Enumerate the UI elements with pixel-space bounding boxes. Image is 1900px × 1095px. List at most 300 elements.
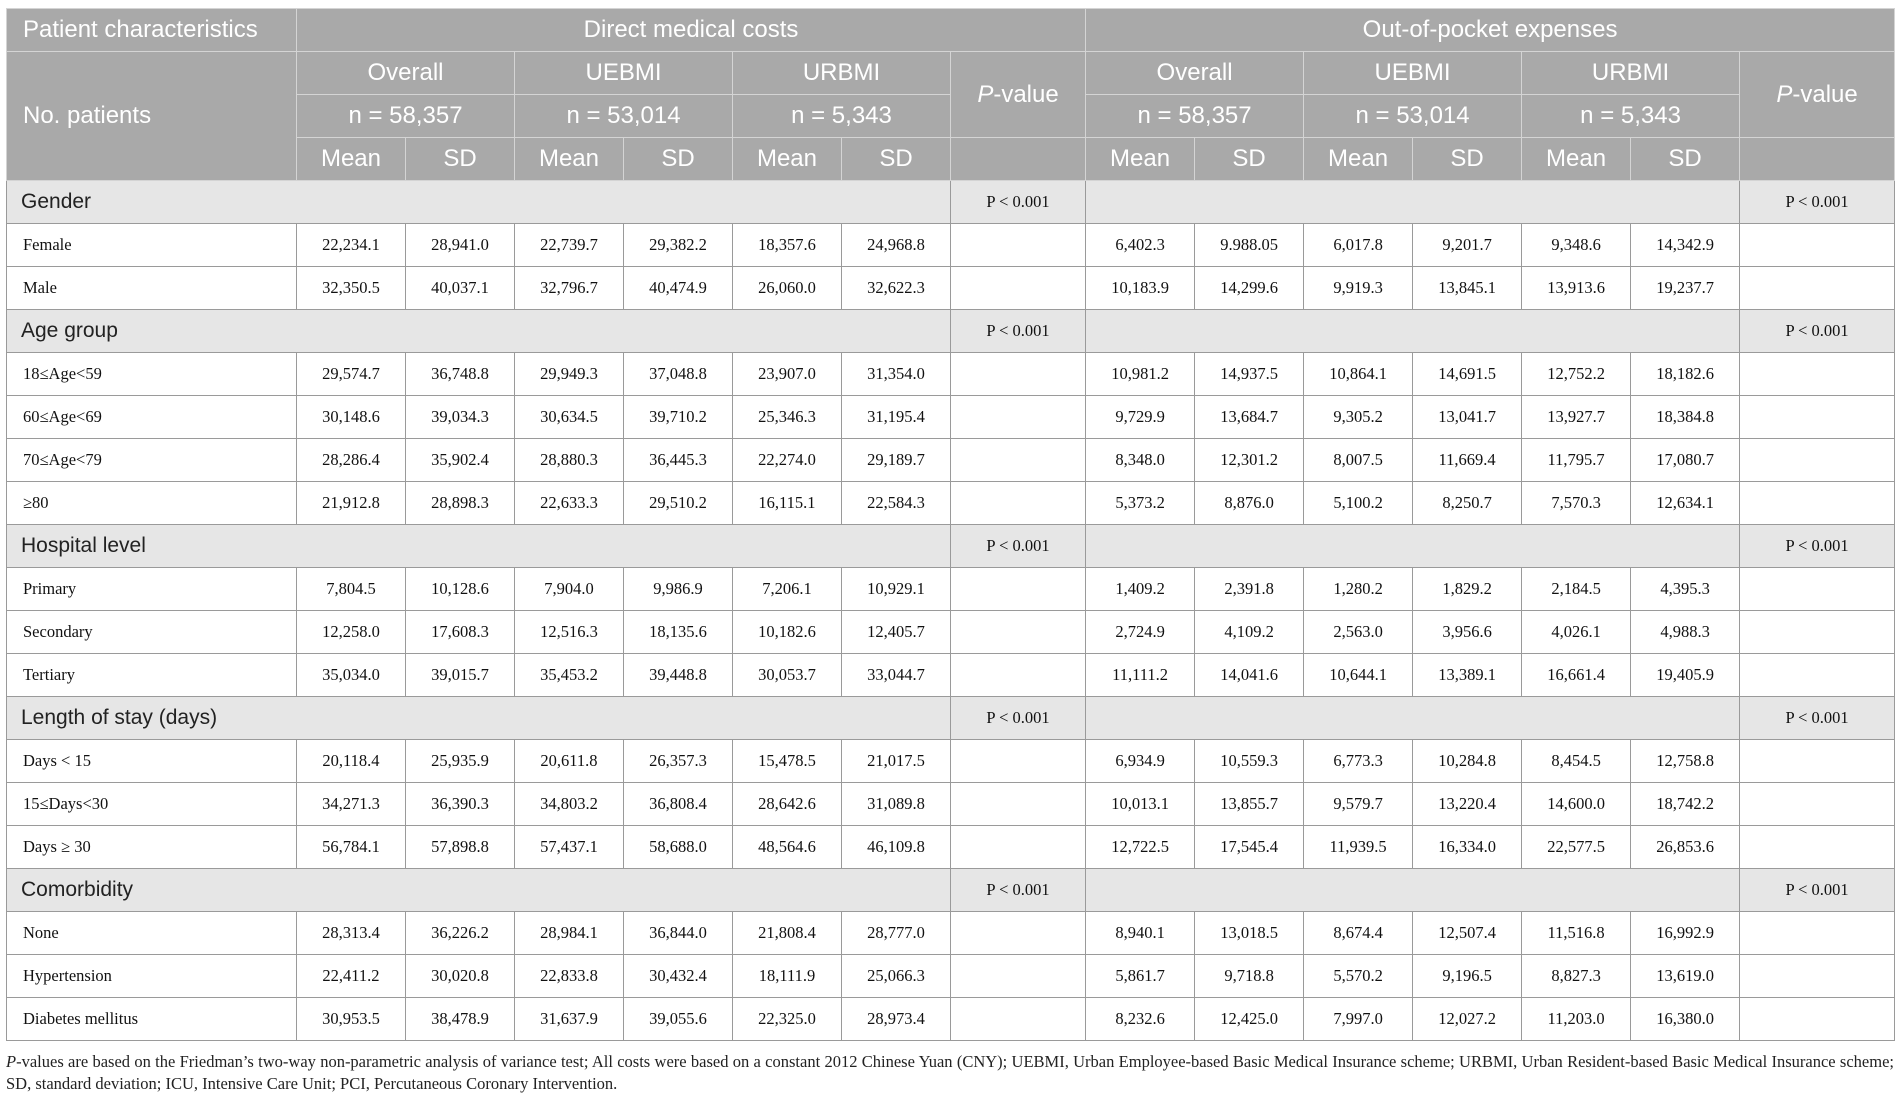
header-oop-n-overall: n = 58,357 — [1086, 95, 1304, 138]
header-sd: SD — [624, 138, 733, 181]
oop-pvalue-cell — [1740, 955, 1895, 998]
oop-sd-cell: 18,384.8 — [1631, 396, 1740, 439]
header-direct-uebmi: UEBMI — [515, 52, 733, 95]
oop-sd-cell: 12,758.8 — [1631, 740, 1740, 783]
oop-sd-cell: 11,669.4 — [1413, 439, 1522, 482]
row-label: 18≤Age<59 — [7, 353, 297, 396]
section-label: Gender — [7, 181, 951, 224]
section-label: Age group — [7, 310, 951, 353]
direct-mean-cell: 30,148.6 — [297, 396, 406, 439]
oop-sd-cell: 13,041.7 — [1413, 396, 1522, 439]
table-footnote — [6, 1051, 1894, 1095]
oop-mean-cell: 10,864.1 — [1304, 353, 1413, 396]
direct-mean-cell: 22,739.7 — [515, 224, 624, 267]
row-label: 15≤Days<30 — [7, 783, 297, 826]
header-pvalue-spacer — [951, 138, 1086, 181]
oop-sd-cell: 14,937.5 — [1195, 353, 1304, 396]
direct-mean-cell: 35,034.0 — [297, 654, 406, 697]
table-row — [7, 998, 1895, 1041]
direct-pvalue-cell — [951, 439, 1086, 482]
direct-mean-cell: 31,637.9 — [515, 998, 624, 1041]
direct-sd-cell: 39,015.7 — [406, 654, 515, 697]
table-row — [7, 439, 1895, 482]
direct-mean-cell: 28,286.4 — [297, 439, 406, 482]
direct-sd-cell: 26,357.3 — [624, 740, 733, 783]
header-direct-urbmi: URBMI — [733, 52, 951, 95]
oop-sd-cell: 26,853.6 — [1631, 826, 1740, 869]
header-out-of-pocket: Out-of-pocket expenses — [1086, 9, 1895, 52]
table-row — [7, 740, 1895, 783]
table-row — [7, 955, 1895, 998]
header-sd: SD — [842, 138, 951, 181]
row-label: Female — [7, 224, 297, 267]
oop-mean-cell: 11,795.7 — [1522, 439, 1631, 482]
oop-mean-cell: 1,280.2 — [1304, 568, 1413, 611]
oop-mean-cell: 12,722.5 — [1086, 826, 1195, 869]
oop-sd-cell: 13,389.1 — [1413, 654, 1522, 697]
direct-pvalue-cell — [951, 912, 1086, 955]
oop-mean-cell: 8,827.3 — [1522, 955, 1631, 998]
oop-pvalue-cell — [1740, 396, 1895, 439]
oop-sd-cell: 17,080.7 — [1631, 439, 1740, 482]
oop-sd-cell: 10,284.8 — [1413, 740, 1522, 783]
oop-sd-cell: 16,992.9 — [1631, 912, 1740, 955]
direct-mean-cell: 7,206.1 — [733, 568, 842, 611]
direct-mean-cell: 34,271.3 — [297, 783, 406, 826]
oop-sd-cell: 9,201.7 — [1413, 224, 1522, 267]
oop-mean-cell: 10,183.9 — [1086, 267, 1195, 310]
direct-sd-cell: 36,844.0 — [624, 912, 733, 955]
row-label: Tertiary — [7, 654, 297, 697]
direct-sd-cell: 32,622.3 — [842, 267, 951, 310]
row-label: ≥80 — [7, 482, 297, 525]
oop-sd-cell: 17,545.4 — [1195, 826, 1304, 869]
direct-sd-cell: 36,808.4 — [624, 783, 733, 826]
oop-mean-cell: 9,579.7 — [1304, 783, 1413, 826]
section-pvalue-oop: P < 0.001 — [1740, 525, 1895, 568]
section-spacer — [1086, 310, 1740, 353]
direct-mean-cell: 16,115.1 — [733, 482, 842, 525]
direct-sd-cell: 29,382.2 — [624, 224, 733, 267]
table-figure — [6, 8, 1894, 1095]
oop-sd-cell: 16,334.0 — [1413, 826, 1522, 869]
oop-sd-cell: 10,559.3 — [1195, 740, 1304, 783]
oop-mean-cell: 6,402.3 — [1086, 224, 1195, 267]
header-oop-n-urbmi: n = 5,343 — [1522, 95, 1740, 138]
oop-mean-cell: 8,232.6 — [1086, 998, 1195, 1041]
oop-sd-cell: 12,425.0 — [1195, 998, 1304, 1041]
oop-pvalue-cell — [1740, 439, 1895, 482]
section-row — [7, 869, 1895, 912]
oop-sd-cell: 1,829.2 — [1413, 568, 1522, 611]
oop-pvalue-cell — [1740, 783, 1895, 826]
oop-mean-cell: 8,007.5 — [1304, 439, 1413, 482]
table-row — [7, 783, 1895, 826]
direct-mean-cell: 22,411.2 — [297, 955, 406, 998]
section-row — [7, 697, 1895, 740]
direct-sd-cell: 9,986.9 — [624, 568, 733, 611]
direct-mean-cell: 57,437.1 — [515, 826, 624, 869]
pvalue-p: P — [1776, 80, 1793, 108]
section-row — [7, 310, 1895, 353]
direct-sd-cell: 18,135.6 — [624, 611, 733, 654]
table-row — [7, 654, 1895, 697]
section-pvalue-direct: P < 0.001 — [951, 181, 1086, 224]
oop-mean-cell: 13,927.7 — [1522, 396, 1631, 439]
oop-sd-cell: 14,299.6 — [1195, 267, 1304, 310]
direct-pvalue-cell — [951, 783, 1086, 826]
oop-mean-cell: 10,644.1 — [1304, 654, 1413, 697]
row-label: None — [7, 912, 297, 955]
direct-mean-cell: 32,796.7 — [515, 267, 624, 310]
oop-sd-cell: 19,237.7 — [1631, 267, 1740, 310]
oop-mean-cell: 2,184.5 — [1522, 568, 1631, 611]
direct-mean-cell: 7,904.0 — [515, 568, 624, 611]
oop-sd-cell: 9,196.5 — [1413, 955, 1522, 998]
direct-sd-cell: 22,584.3 — [842, 482, 951, 525]
direct-pvalue-cell — [951, 224, 1086, 267]
section-pvalue-oop: P < 0.001 — [1740, 697, 1895, 740]
oop-sd-cell: 2,391.8 — [1195, 568, 1304, 611]
oop-mean-cell: 11,516.8 — [1522, 912, 1631, 955]
footnote-text: -values are based on the Friedman’s two-way non-parametric analysis of variance test; All costs were based on a constant 2012 Chinese Yuan (CNY); UEBMI, Urban Employee-based Basic Medical Insurance scheme; URBMI, Urban Resident-based Basic Medical Insurance scheme; SD, standard deviation; ICU, Intensive Care Unit; PCI, Percutaneous Coronary Intervention. — [6, 1052, 1894, 1093]
header-pvalue-spacer — [1740, 138, 1895, 181]
table-header — [7, 9, 1895, 181]
header-no-patients: No. patients — [7, 52, 297, 181]
direct-mean-cell: 28,642.6 — [733, 783, 842, 826]
direct-sd-cell: 35,902.4 — [406, 439, 515, 482]
direct-sd-cell: 36,445.3 — [624, 439, 733, 482]
oop-mean-cell: 4,026.1 — [1522, 611, 1631, 654]
oop-pvalue-cell — [1740, 912, 1895, 955]
oop-mean-cell: 12,752.2 — [1522, 353, 1631, 396]
pvalue-rest: -value — [993, 80, 1059, 108]
direct-sd-cell: 39,710.2 — [624, 396, 733, 439]
oop-mean-cell: 11,203.0 — [1522, 998, 1631, 1041]
row-label: Primary — [7, 568, 297, 611]
oop-mean-cell: 7,997.0 — [1304, 998, 1413, 1041]
direct-mean-cell: 20,611.8 — [515, 740, 624, 783]
oop-sd-cell: 18,182.6 — [1631, 353, 1740, 396]
section-label: Hospital level — [7, 525, 951, 568]
table-row — [7, 224, 1895, 267]
row-label: Days < 15 — [7, 740, 297, 783]
direct-mean-cell: 35,453.2 — [515, 654, 624, 697]
section-pvalue-oop: P < 0.001 — [1740, 869, 1895, 912]
direct-mean-cell: 56,784.1 — [297, 826, 406, 869]
header-oop-urbmi: URBMI — [1522, 52, 1740, 95]
direct-mean-cell: 22,274.0 — [733, 439, 842, 482]
direct-sd-cell: 37,048.8 — [624, 353, 733, 396]
oop-mean-cell: 9,348.6 — [1522, 224, 1631, 267]
direct-sd-cell: 17,608.3 — [406, 611, 515, 654]
header-patient-characteristics: Patient characteristics — [7, 9, 297, 52]
section-pvalue-direct: P < 0.001 — [951, 697, 1086, 740]
section-pvalue-direct: P < 0.001 — [951, 525, 1086, 568]
oop-sd-cell: 13,220.4 — [1413, 783, 1522, 826]
header-mean: Mean — [1086, 138, 1195, 181]
oop-sd-cell: 13,619.0 — [1631, 955, 1740, 998]
oop-mean-cell: 6,773.3 — [1304, 740, 1413, 783]
direct-mean-cell: 48,564.6 — [733, 826, 842, 869]
direct-pvalue-cell — [951, 740, 1086, 783]
oop-sd-cell: 9,718.8 — [1195, 955, 1304, 998]
direct-sd-cell: 30,020.8 — [406, 955, 515, 998]
header-sd: SD — [406, 138, 515, 181]
oop-sd-cell: 12,634.1 — [1631, 482, 1740, 525]
section-pvalue-oop: P < 0.001 — [1740, 310, 1895, 353]
oop-mean-cell: 2,724.9 — [1086, 611, 1195, 654]
oop-mean-cell: 10,981.2 — [1086, 353, 1195, 396]
direct-sd-cell: 31,195.4 — [842, 396, 951, 439]
direct-sd-cell: 24,968.8 — [842, 224, 951, 267]
oop-sd-cell: 12,027.2 — [1413, 998, 1522, 1041]
oop-mean-cell: 16,661.4 — [1522, 654, 1631, 697]
direct-mean-cell: 28,880.3 — [515, 439, 624, 482]
oop-sd-cell: 12,507.4 — [1413, 912, 1522, 955]
row-label: Male — [7, 267, 297, 310]
oop-mean-cell: 9,919.3 — [1304, 267, 1413, 310]
direct-mean-cell: 34,803.2 — [515, 783, 624, 826]
header-mean: Mean — [515, 138, 624, 181]
oop-sd-cell: 4,988.3 — [1631, 611, 1740, 654]
direct-sd-cell: 25,935.9 — [406, 740, 515, 783]
oop-sd-cell: 18,742.2 — [1631, 783, 1740, 826]
section-spacer — [1086, 525, 1740, 568]
oop-pvalue-cell — [1740, 998, 1895, 1041]
direct-pvalue-cell — [951, 998, 1086, 1041]
pvalue-rest: -value — [1792, 80, 1858, 108]
footnote-p: P — [6, 1052, 17, 1071]
direct-mean-cell: 10,182.6 — [733, 611, 842, 654]
direct-mean-cell: 25,346.3 — [733, 396, 842, 439]
row-label: 70≤Age<79 — [7, 439, 297, 482]
direct-sd-cell: 25,066.3 — [842, 955, 951, 998]
direct-mean-cell: 26,060.0 — [733, 267, 842, 310]
direct-mean-cell: 22,633.3 — [515, 482, 624, 525]
oop-mean-cell: 5,570.2 — [1304, 955, 1413, 998]
table-row — [7, 353, 1895, 396]
direct-mean-cell: 15,478.5 — [733, 740, 842, 783]
section-spacer — [1086, 697, 1740, 740]
direct-sd-cell: 31,089.8 — [842, 783, 951, 826]
section-row — [7, 181, 1895, 224]
oop-sd-cell: 14,691.5 — [1413, 353, 1522, 396]
table-row — [7, 568, 1895, 611]
row-label: Days ≥ 30 — [7, 826, 297, 869]
oop-sd-cell: 8,876.0 — [1195, 482, 1304, 525]
direct-sd-cell: 28,898.3 — [406, 482, 515, 525]
oop-mean-cell: 11,939.5 — [1304, 826, 1413, 869]
oop-mean-cell: 9,729.9 — [1086, 396, 1195, 439]
header-oop-overall: Overall — [1086, 52, 1304, 95]
section-pvalue-direct: P < 0.001 — [951, 310, 1086, 353]
row-label: Diabetes mellitus — [7, 998, 297, 1041]
header-mean: Mean — [1304, 138, 1413, 181]
table-row — [7, 611, 1895, 654]
table-row — [7, 912, 1895, 955]
direct-pvalue-cell — [951, 611, 1086, 654]
oop-mean-cell: 9,305.2 — [1304, 396, 1413, 439]
table-row — [7, 267, 1895, 310]
header-sd: SD — [1631, 138, 1740, 181]
direct-pvalue-cell — [951, 267, 1086, 310]
oop-mean-cell: 6,934.9 — [1086, 740, 1195, 783]
section-spacer — [1086, 181, 1740, 224]
oop-pvalue-cell — [1740, 568, 1895, 611]
table-row — [7, 482, 1895, 525]
oop-pvalue-cell — [1740, 267, 1895, 310]
direct-pvalue-cell — [951, 353, 1086, 396]
direct-sd-cell: 40,474.9 — [624, 267, 733, 310]
oop-mean-cell: 14,600.0 — [1522, 783, 1631, 826]
direct-sd-cell: 36,226.2 — [406, 912, 515, 955]
direct-mean-cell: 23,907.0 — [733, 353, 842, 396]
header-direct-medical-costs: Direct medical costs — [297, 9, 1086, 52]
oop-pvalue-cell — [1740, 826, 1895, 869]
direct-mean-cell: 28,984.1 — [515, 912, 624, 955]
oop-pvalue-cell — [1740, 611, 1895, 654]
oop-mean-cell: 11,111.2 — [1086, 654, 1195, 697]
oop-sd-cell: 4,395.3 — [1631, 568, 1740, 611]
table-row — [7, 826, 1895, 869]
oop-mean-cell: 5,373.2 — [1086, 482, 1195, 525]
direct-pvalue-cell — [951, 482, 1086, 525]
header-mean: Mean — [733, 138, 842, 181]
oop-sd-cell: 4,109.2 — [1195, 611, 1304, 654]
section-label: Comorbidity — [7, 869, 951, 912]
direct-sd-cell: 46,109.8 — [842, 826, 951, 869]
direct-sd-cell: 28,941.0 — [406, 224, 515, 267]
oop-sd-cell: 3,956.6 — [1413, 611, 1522, 654]
header-direct-pvalue — [951, 52, 1086, 138]
oop-sd-cell: 13,684.7 — [1195, 396, 1304, 439]
pvalue-p: P — [977, 80, 994, 108]
direct-mean-cell: 30,634.5 — [515, 396, 624, 439]
section-spacer — [1086, 869, 1740, 912]
header-mean: Mean — [1522, 138, 1631, 181]
header-oop-pvalue — [1740, 52, 1895, 138]
oop-mean-cell: 5,861.7 — [1086, 955, 1195, 998]
direct-sd-cell: 31,354.0 — [842, 353, 951, 396]
header-direct-n-overall: n = 58,357 — [297, 95, 515, 138]
direct-sd-cell: 30,432.4 — [624, 955, 733, 998]
oop-mean-cell: 1,409.2 — [1086, 568, 1195, 611]
row-label: 60≤Age<69 — [7, 396, 297, 439]
oop-mean-cell: 22,577.5 — [1522, 826, 1631, 869]
direct-mean-cell: 22,833.8 — [515, 955, 624, 998]
direct-mean-cell: 12,516.3 — [515, 611, 624, 654]
direct-sd-cell: 29,510.2 — [624, 482, 733, 525]
oop-pvalue-cell — [1740, 224, 1895, 267]
direct-sd-cell: 28,777.0 — [842, 912, 951, 955]
table-row — [7, 396, 1895, 439]
oop-sd-cell: 14,342.9 — [1631, 224, 1740, 267]
section-pvalue-direct: P < 0.001 — [951, 869, 1086, 912]
direct-sd-cell: 38,478.9 — [406, 998, 515, 1041]
direct-sd-cell: 36,748.8 — [406, 353, 515, 396]
direct-pvalue-cell — [951, 396, 1086, 439]
oop-sd-cell: 13,855.7 — [1195, 783, 1304, 826]
direct-mean-cell: 29,574.7 — [297, 353, 406, 396]
oop-sd-cell: 16,380.0 — [1631, 998, 1740, 1041]
oop-sd-cell: 13,018.5 — [1195, 912, 1304, 955]
header-mean: Mean — [297, 138, 406, 181]
oop-sd-cell: 9.988.05 — [1195, 224, 1304, 267]
direct-mean-cell: 22,234.1 — [297, 224, 406, 267]
cost-table — [6, 8, 1895, 1041]
section-pvalue-oop: P < 0.001 — [1740, 181, 1895, 224]
direct-mean-cell: 30,053.7 — [733, 654, 842, 697]
oop-pvalue-cell — [1740, 654, 1895, 697]
oop-pvalue-cell — [1740, 482, 1895, 525]
direct-sd-cell: 58,688.0 — [624, 826, 733, 869]
header-direct-overall: Overall — [297, 52, 515, 95]
direct-pvalue-cell — [951, 826, 1086, 869]
direct-mean-cell: 20,118.4 — [297, 740, 406, 783]
direct-mean-cell: 18,357.6 — [733, 224, 842, 267]
oop-sd-cell: 19,405.9 — [1631, 654, 1740, 697]
oop-mean-cell: 8,348.0 — [1086, 439, 1195, 482]
header-oop-uebmi: UEBMI — [1304, 52, 1522, 95]
row-label: Secondary — [7, 611, 297, 654]
oop-mean-cell: 6,017.8 — [1304, 224, 1413, 267]
direct-sd-cell: 39,448.8 — [624, 654, 733, 697]
direct-pvalue-cell — [951, 654, 1086, 697]
direct-sd-cell: 10,128.6 — [406, 568, 515, 611]
direct-mean-cell: 22,325.0 — [733, 998, 842, 1041]
oop-pvalue-cell — [1740, 353, 1895, 396]
header-direct-n-urbmi: n = 5,343 — [733, 95, 951, 138]
section-label: Length of stay (days) — [7, 697, 951, 740]
header-direct-n-uebmi: n = 53,014 — [515, 95, 733, 138]
table-body — [7, 181, 1895, 1041]
oop-sd-cell: 12,301.2 — [1195, 439, 1304, 482]
direct-mean-cell: 30,953.5 — [297, 998, 406, 1041]
section-row — [7, 525, 1895, 568]
direct-sd-cell: 29,189.7 — [842, 439, 951, 482]
direct-sd-cell: 36,390.3 — [406, 783, 515, 826]
header-sd: SD — [1195, 138, 1304, 181]
direct-sd-cell: 28,973.4 — [842, 998, 951, 1041]
direct-sd-cell: 12,405.7 — [842, 611, 951, 654]
oop-mean-cell: 7,570.3 — [1522, 482, 1631, 525]
header-sd: SD — [1413, 138, 1522, 181]
direct-sd-cell: 39,055.6 — [624, 998, 733, 1041]
oop-mean-cell: 8,454.5 — [1522, 740, 1631, 783]
oop-pvalue-cell — [1740, 740, 1895, 783]
direct-sd-cell: 10,929.1 — [842, 568, 951, 611]
direct-sd-cell: 57,898.8 — [406, 826, 515, 869]
oop-mean-cell: 13,913.6 — [1522, 267, 1631, 310]
direct-pvalue-cell — [951, 568, 1086, 611]
direct-sd-cell: 33,044.7 — [842, 654, 951, 697]
oop-mean-cell: 2,563.0 — [1304, 611, 1413, 654]
direct-mean-cell: 28,313.4 — [297, 912, 406, 955]
direct-mean-cell: 21,912.8 — [297, 482, 406, 525]
oop-sd-cell: 14,041.6 — [1195, 654, 1304, 697]
oop-mean-cell: 8,674.4 — [1304, 912, 1413, 955]
direct-mean-cell: 29,949.3 — [515, 353, 624, 396]
direct-mean-cell: 18,111.9 — [733, 955, 842, 998]
header-oop-n-uebmi: n = 53,014 — [1304, 95, 1522, 138]
direct-mean-cell: 7,804.5 — [297, 568, 406, 611]
oop-sd-cell: 8,250.7 — [1413, 482, 1522, 525]
row-label: Hypertension — [7, 955, 297, 998]
oop-mean-cell: 8,940.1 — [1086, 912, 1195, 955]
direct-sd-cell: 21,017.5 — [842, 740, 951, 783]
direct-mean-cell: 32,350.5 — [297, 267, 406, 310]
